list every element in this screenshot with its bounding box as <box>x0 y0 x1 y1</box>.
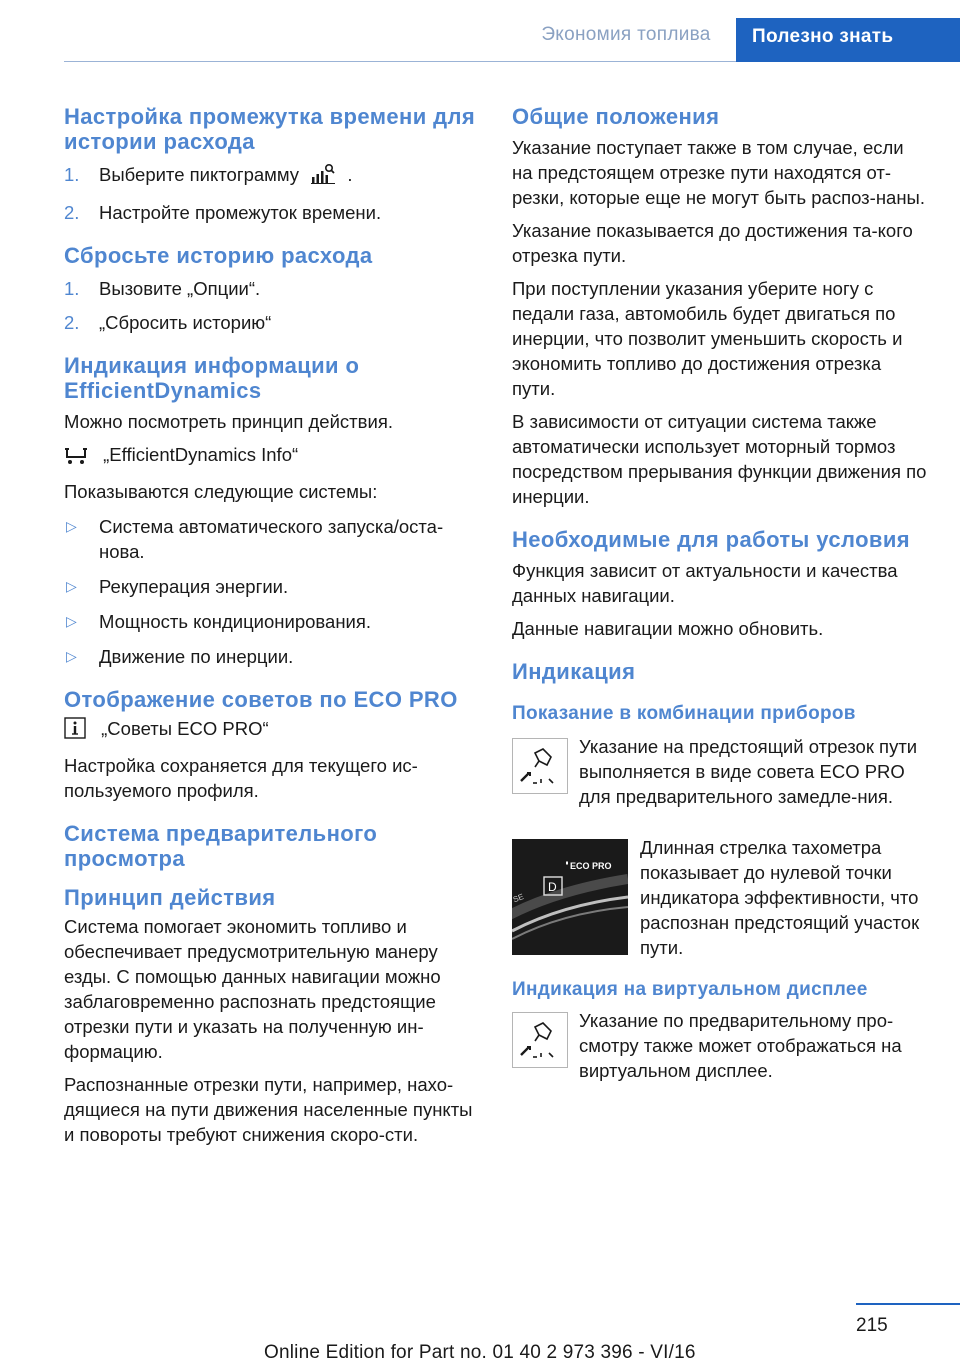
list-item-text: Движение по инерции. <box>99 646 294 667</box>
tips-menu-label: „Советы ECO PRO“ <box>101 718 269 739</box>
gear-indicator: D <box>548 880 557 894</box>
list-item <box>64 514 480 564</box>
heading-conditions: Необходимые для работы условия <box>512 527 910 552</box>
triangle-bullet-icon: ▷ <box>66 518 77 534</box>
consumption-history-icon <box>310 163 336 191</box>
page-number: 215 <box>856 1315 888 1336</box>
current-section-tab[interactable]: Полезно знать <box>736 18 960 62</box>
heading-principle: Принцип действия <box>64 885 276 910</box>
triangle-bullet-icon: ▷ <box>66 613 77 629</box>
heading-reset: Сбросьте историю расхода <box>64 243 373 268</box>
principle-paragraph-1: Система помогает экономить топливо и обеспечивает предусмотрительную манеру езды. С помощью данных навигации можно заблаговременно распознать предстоящие отрезки пути и указать на полученную ин-формацию. <box>64 916 441 1062</box>
list-item-text: Система автоматического запуска/оста-нова. <box>99 516 444 562</box>
tips-paragraph: Настройка сохраняется для текущего ис-пользуемого профиля. <box>64 755 418 801</box>
right-column <box>512 104 928 1083</box>
cluster-hint-label: Указание на предстоящий отрезок пути выполняется в виде совета ECO PRO для предварительного замедле-ния. <box>579 736 918 807</box>
ed-menu-line <box>64 442 480 471</box>
ed-paragraph-2: Показываются следующие системы: <box>64 481 378 502</box>
interval-steps <box>64 162 480 225</box>
list-item-text: Рекуперация энергии. <box>99 576 289 597</box>
gauge-scale-mark: SE <box>512 892 525 905</box>
hud-hint-thumbnail <box>512 1012 568 1068</box>
tachometer-text: Длинная стрелка тахометра показывает до нулевой точки индикатора эффективности, что распознан предстоящий участок пути. <box>640 837 920 958</box>
heading-general: Общие положения <box>512 104 720 129</box>
tachometer-row <box>512 835 928 960</box>
eco-pro-badge: ECO PRO <box>570 861 612 871</box>
header-rule <box>64 61 736 62</box>
heading-preview-system: Система предварительного просмотра <box>64 821 378 871</box>
list-item <box>64 276 480 301</box>
section-tab[interactable]: Экономия топлива <box>541 24 711 45</box>
list-item <box>64 310 480 335</box>
ed-systems-list <box>64 514 480 669</box>
ed-menu-label: „EfficientDynamics Info“ <box>103 444 299 465</box>
general-paragraph-3: При поступлении указания уберите ногу с педали газа, автомобиль будет двигаться по инерции, что позволит уменьшить скорость и экономить топливо до достижения отрезка пути. <box>512 278 903 399</box>
hud-hint-text: Указание по предварительному про-смотру также может отображаться на виртуальном дисплее. <box>579 1010 902 1081</box>
heading-virtual-display: Индикация на виртуальном дисплее <box>512 979 868 1000</box>
general-paragraph-2: Указание показывается до достижения та-кого отрезка пути. <box>512 220 913 266</box>
conditions-paragraph-2: Данные навигации можно обновить. <box>512 618 824 639</box>
edition-info: Online Edition for Part no. 01 40 2 973 396 - VI/16 <box>264 1342 696 1362</box>
hud-hint-row <box>512 1008 928 1083</box>
step-number: 2. <box>64 202 80 223</box>
reset-steps <box>64 276 480 335</box>
heading-display: Индикация <box>512 659 636 684</box>
heading-instrument-cluster: Показание в комбинации приборов <box>512 703 856 724</box>
general-paragraph-1: Указание поступает также в том случае, если на предстоящем отрезке пути находятся от-резки, которые еще не могут быть распоз-наны. <box>512 137 925 208</box>
principle-paragraph-2: Распознанные отрезки пути, например, нахо-дящиеся на пути движения населенные пункты и повороты требуют снижения скоро-сти. <box>64 1074 473 1145</box>
triangle-bullet-icon: ▷ <box>66 648 77 664</box>
cluster-hint-text <box>512 734 928 809</box>
list-item <box>64 609 480 634</box>
heading-interval: Настройка промежутка времени для истории расхода <box>64 104 476 154</box>
heading-efficientdynamics: Индикация информации о EfficientDynamics <box>64 353 360 403</box>
step-number: 1. <box>64 278 80 299</box>
left-column <box>64 104 480 1155</box>
efficientdynamics-icon <box>64 445 88 471</box>
tips-menu-line <box>64 716 480 745</box>
general-paragraph-4: В зависимости от ситуации система также автоматически использует моторный тормоз посредством прерывания функции движения по инерции. <box>512 411 927 507</box>
step-text: Настройте промежуток времени. <box>99 202 382 223</box>
triangle-bullet-icon: ▷ <box>66 578 77 594</box>
conditions-paragraph-1: Функция зависит от актуальности и качества данных навигации. <box>512 560 898 606</box>
heading-eco-pro-tips: Отображение советов по ECO PRO <box>64 687 458 712</box>
list-item <box>64 200 480 225</box>
footer-rule <box>856 1303 960 1305</box>
cluster-hint-row <box>512 734 928 809</box>
ed-paragraph-1: Можно посмотреть принцип действия. <box>64 411 393 432</box>
step-text: Вызовите „Опции“. <box>99 278 261 299</box>
list-item-text: Мощность кондиционирования. <box>99 611 372 632</box>
step-text-end: . <box>347 164 353 185</box>
list-item <box>64 574 480 599</box>
list-item <box>64 162 480 191</box>
list-item <box>64 644 480 669</box>
step-text: „Сбросить историю“ <box>99 312 272 333</box>
info-icon <box>64 717 86 745</box>
step-number: 1. <box>64 164 80 185</box>
eco-hint-thumbnail <box>512 738 568 794</box>
page-header <box>0 0 960 64</box>
step-text: Выберите пиктограмму <box>99 164 300 185</box>
step-number: 2. <box>64 312 80 333</box>
tachometer-photo <box>512 839 628 955</box>
